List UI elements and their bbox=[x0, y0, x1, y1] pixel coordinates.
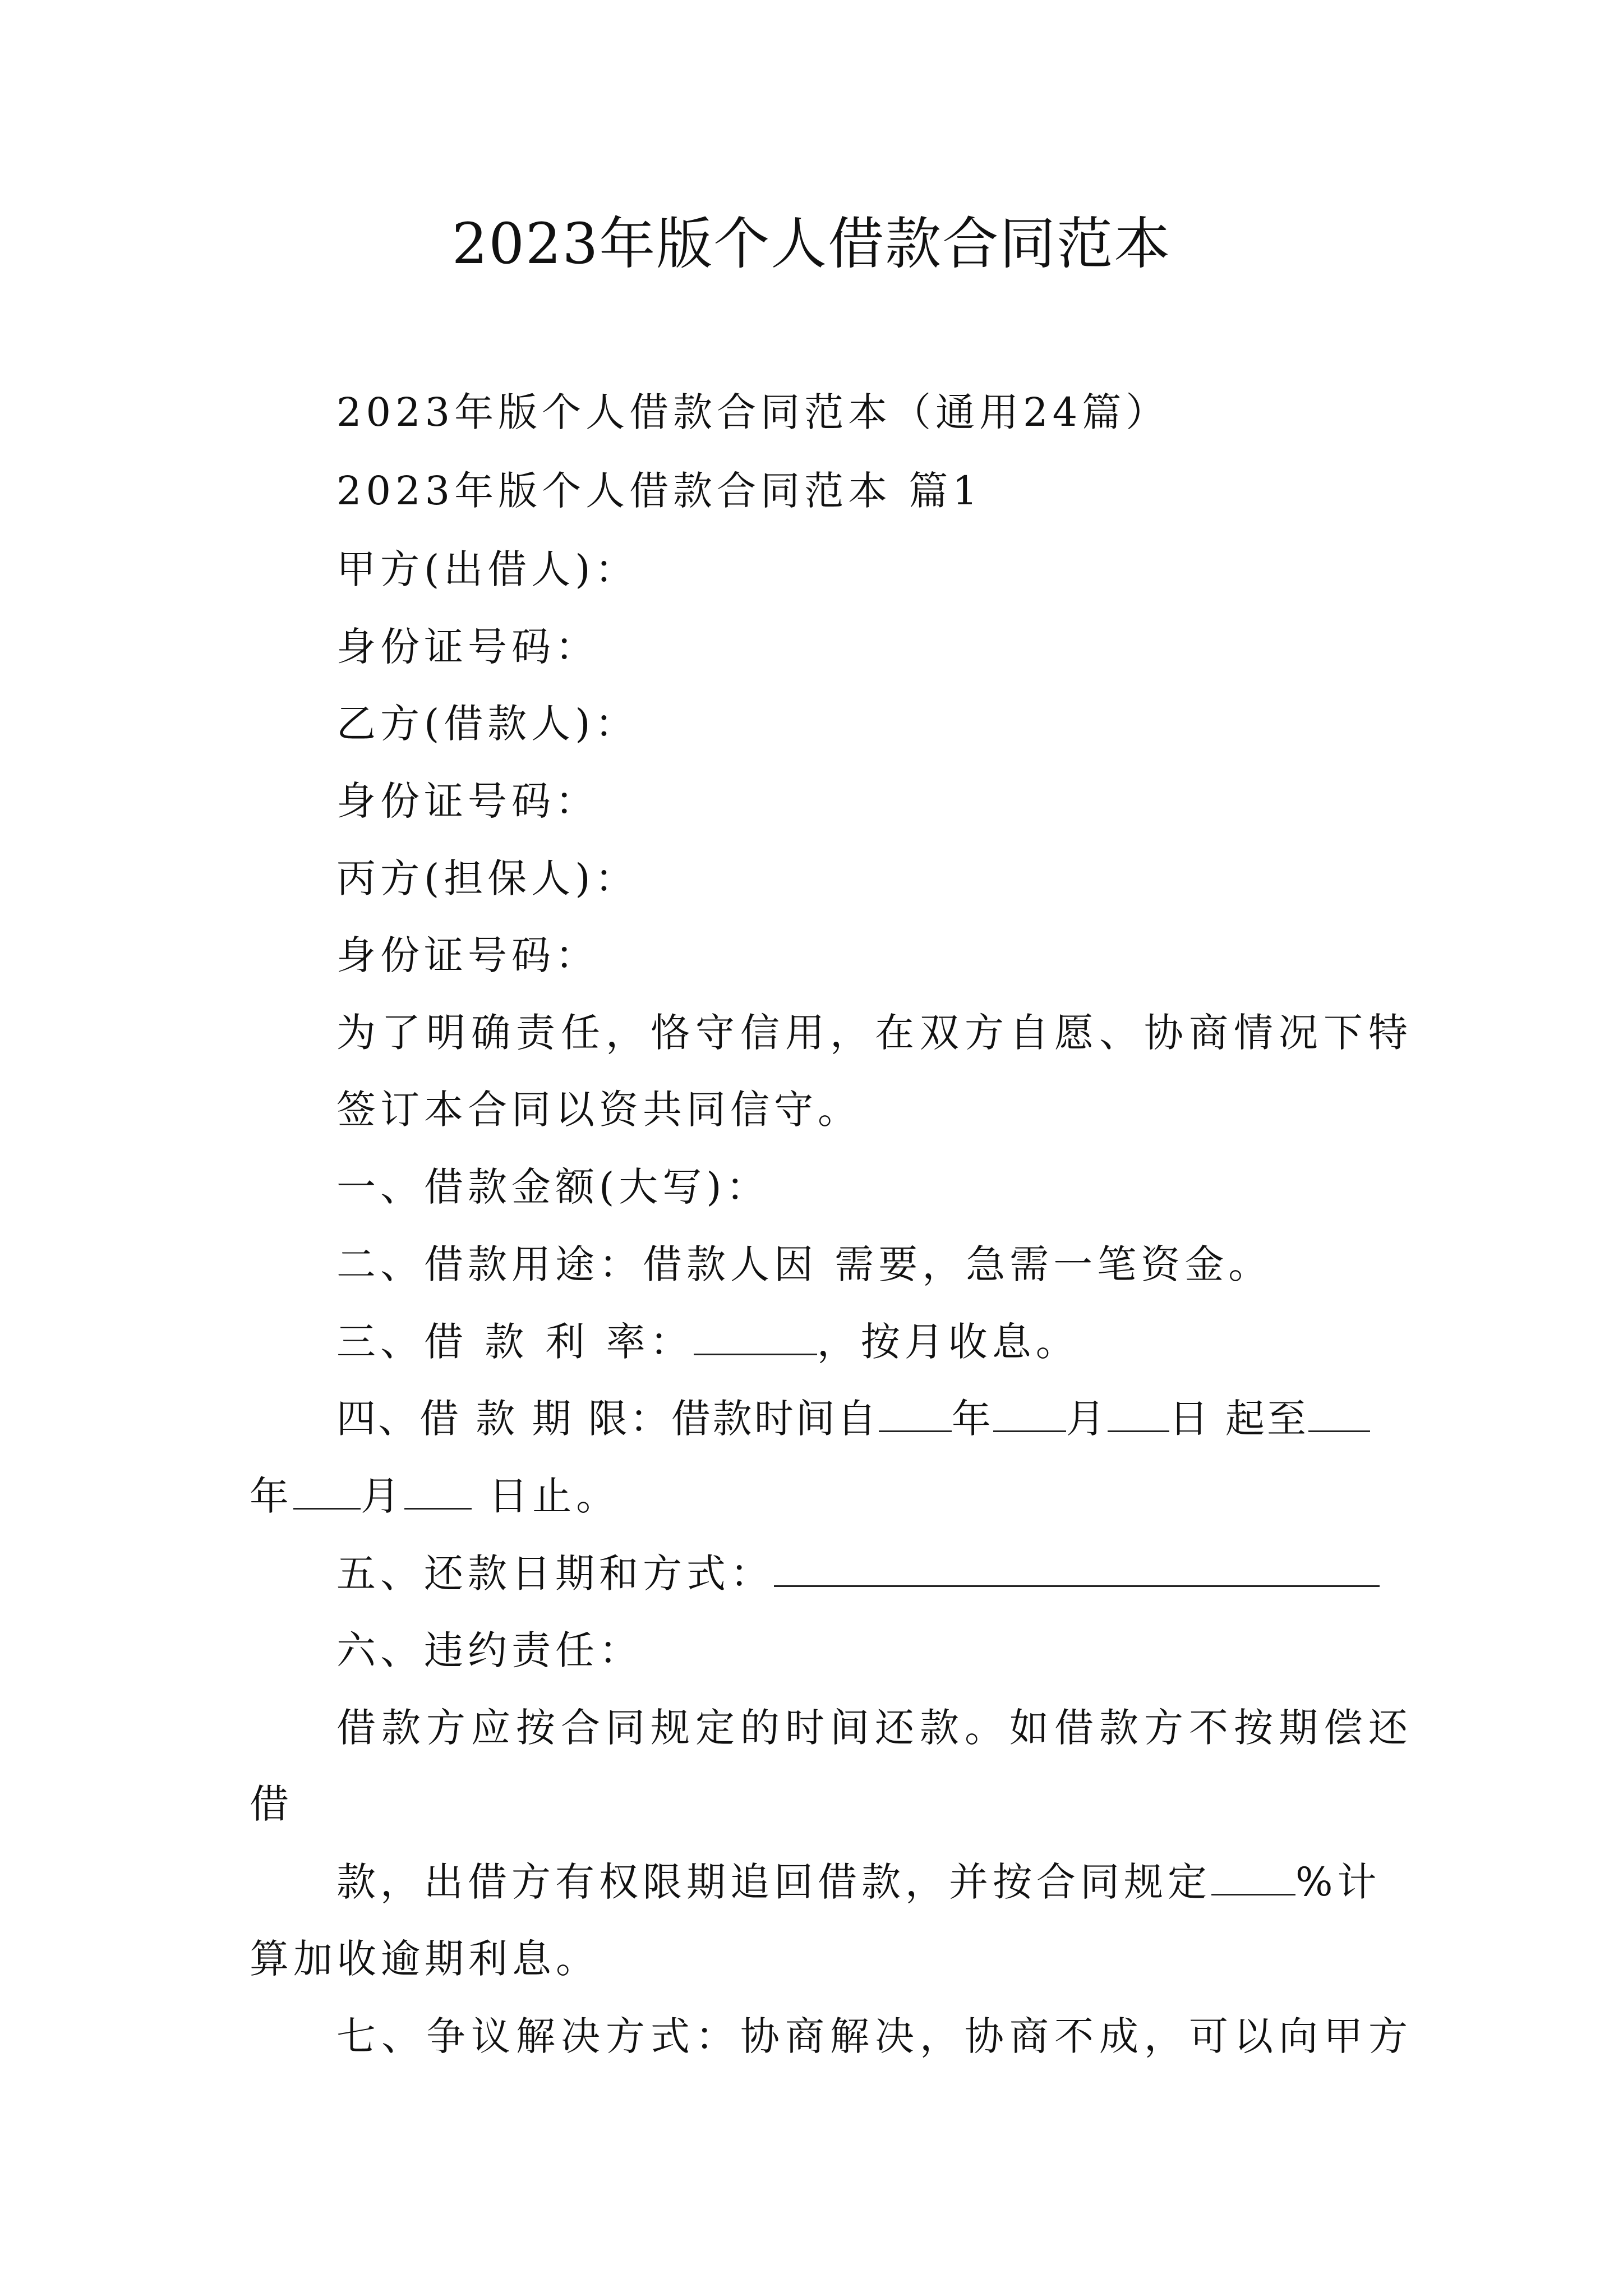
overdue-rate-blank bbox=[1211, 1857, 1295, 1895]
clause-3-tail: ，按月收息。 bbox=[817, 1319, 1080, 1365]
clause-6-text-1: 借款方应按合同规定的时间还款。如借款方不按期偿还 bbox=[336, 1705, 1413, 1751]
party-a-id-label: 身份证号码： bbox=[336, 624, 599, 670]
start-year-unit: 年 bbox=[951, 1396, 993, 1442]
start-day-blank bbox=[1108, 1393, 1169, 1432]
clause-3 bbox=[336, 1314, 1080, 1370]
start-year-blank bbox=[879, 1393, 952, 1432]
party-c-label: 丙方(担保人)： bbox=[336, 855, 639, 901]
repayment-blank bbox=[774, 1548, 1380, 1587]
clause-4-line-1 bbox=[336, 1391, 1370, 1447]
clause-6-text-3a: 款，出借方有权限期追回借款，并按合同规定 bbox=[336, 1859, 1211, 1905]
start-month-blank bbox=[993, 1393, 1066, 1432]
clause-6: 六、违约责任： bbox=[336, 1627, 643, 1673]
clause-6-text-3 bbox=[336, 1854, 1381, 1910]
intro-line-1: 为了明确责任，恪守信用，在双方自愿、协商情况下特 bbox=[336, 1010, 1413, 1056]
party-b-id-label: 身份证号码： bbox=[336, 778, 599, 824]
start-day-unit: 日 起至 bbox=[1169, 1396, 1309, 1442]
interest-rate-blank bbox=[694, 1317, 817, 1355]
end-month-unit: 月 bbox=[361, 1473, 404, 1519]
subtitle: 2023年版个人借款合同范本（通用24篇） bbox=[336, 389, 1170, 435]
clause-5-label: 五、还款日期和方式： bbox=[336, 1550, 774, 1596]
clause-4-line-2 bbox=[250, 1468, 620, 1524]
start-month-unit: 月 bbox=[1066, 1396, 1108, 1442]
end-month-blank bbox=[293, 1471, 361, 1510]
party-a-label: 甲方(出借人)： bbox=[336, 546, 639, 592]
section-heading: 2023年版个人借款合同范本 篇1 bbox=[336, 468, 982, 514]
clause-7: 七、争议解决方式：协商解决，协商不成，可以向甲方 bbox=[336, 2013, 1413, 2059]
end-year-unit: 年 bbox=[250, 1473, 293, 1519]
intro-line-2: 签订本合同以资共同信守。 bbox=[336, 1087, 861, 1133]
party-b-label: 乙方(借款人)： bbox=[336, 701, 639, 747]
clause-2: 二、借款用途：借款人因 需要，急需一笔资金。 bbox=[336, 1241, 1272, 1287]
clause-6-text-3b: %计 bbox=[1295, 1859, 1381, 1905]
clause-3-label: 三、借 款 利 率： bbox=[336, 1319, 694, 1365]
page-title: 2023年版个人借款合同范本 bbox=[451, 211, 1172, 277]
end-day-blank bbox=[404, 1471, 472, 1510]
clause-6-text-4: 算加收逾期利息。 bbox=[250, 1936, 600, 1982]
end-day-unit: 日止。 bbox=[472, 1473, 620, 1519]
clause-6-text-2: 借 bbox=[250, 1781, 293, 1827]
clause-4-label: 四、借 款 期 限：借款时间自 bbox=[336, 1396, 879, 1442]
clause-5 bbox=[336, 1545, 1380, 1602]
clause-1: 一、借款金额(大写)： bbox=[336, 1164, 770, 1210]
end-year-blank bbox=[1308, 1393, 1370, 1432]
party-c-id-label: 身份证号码： bbox=[336, 932, 599, 978]
